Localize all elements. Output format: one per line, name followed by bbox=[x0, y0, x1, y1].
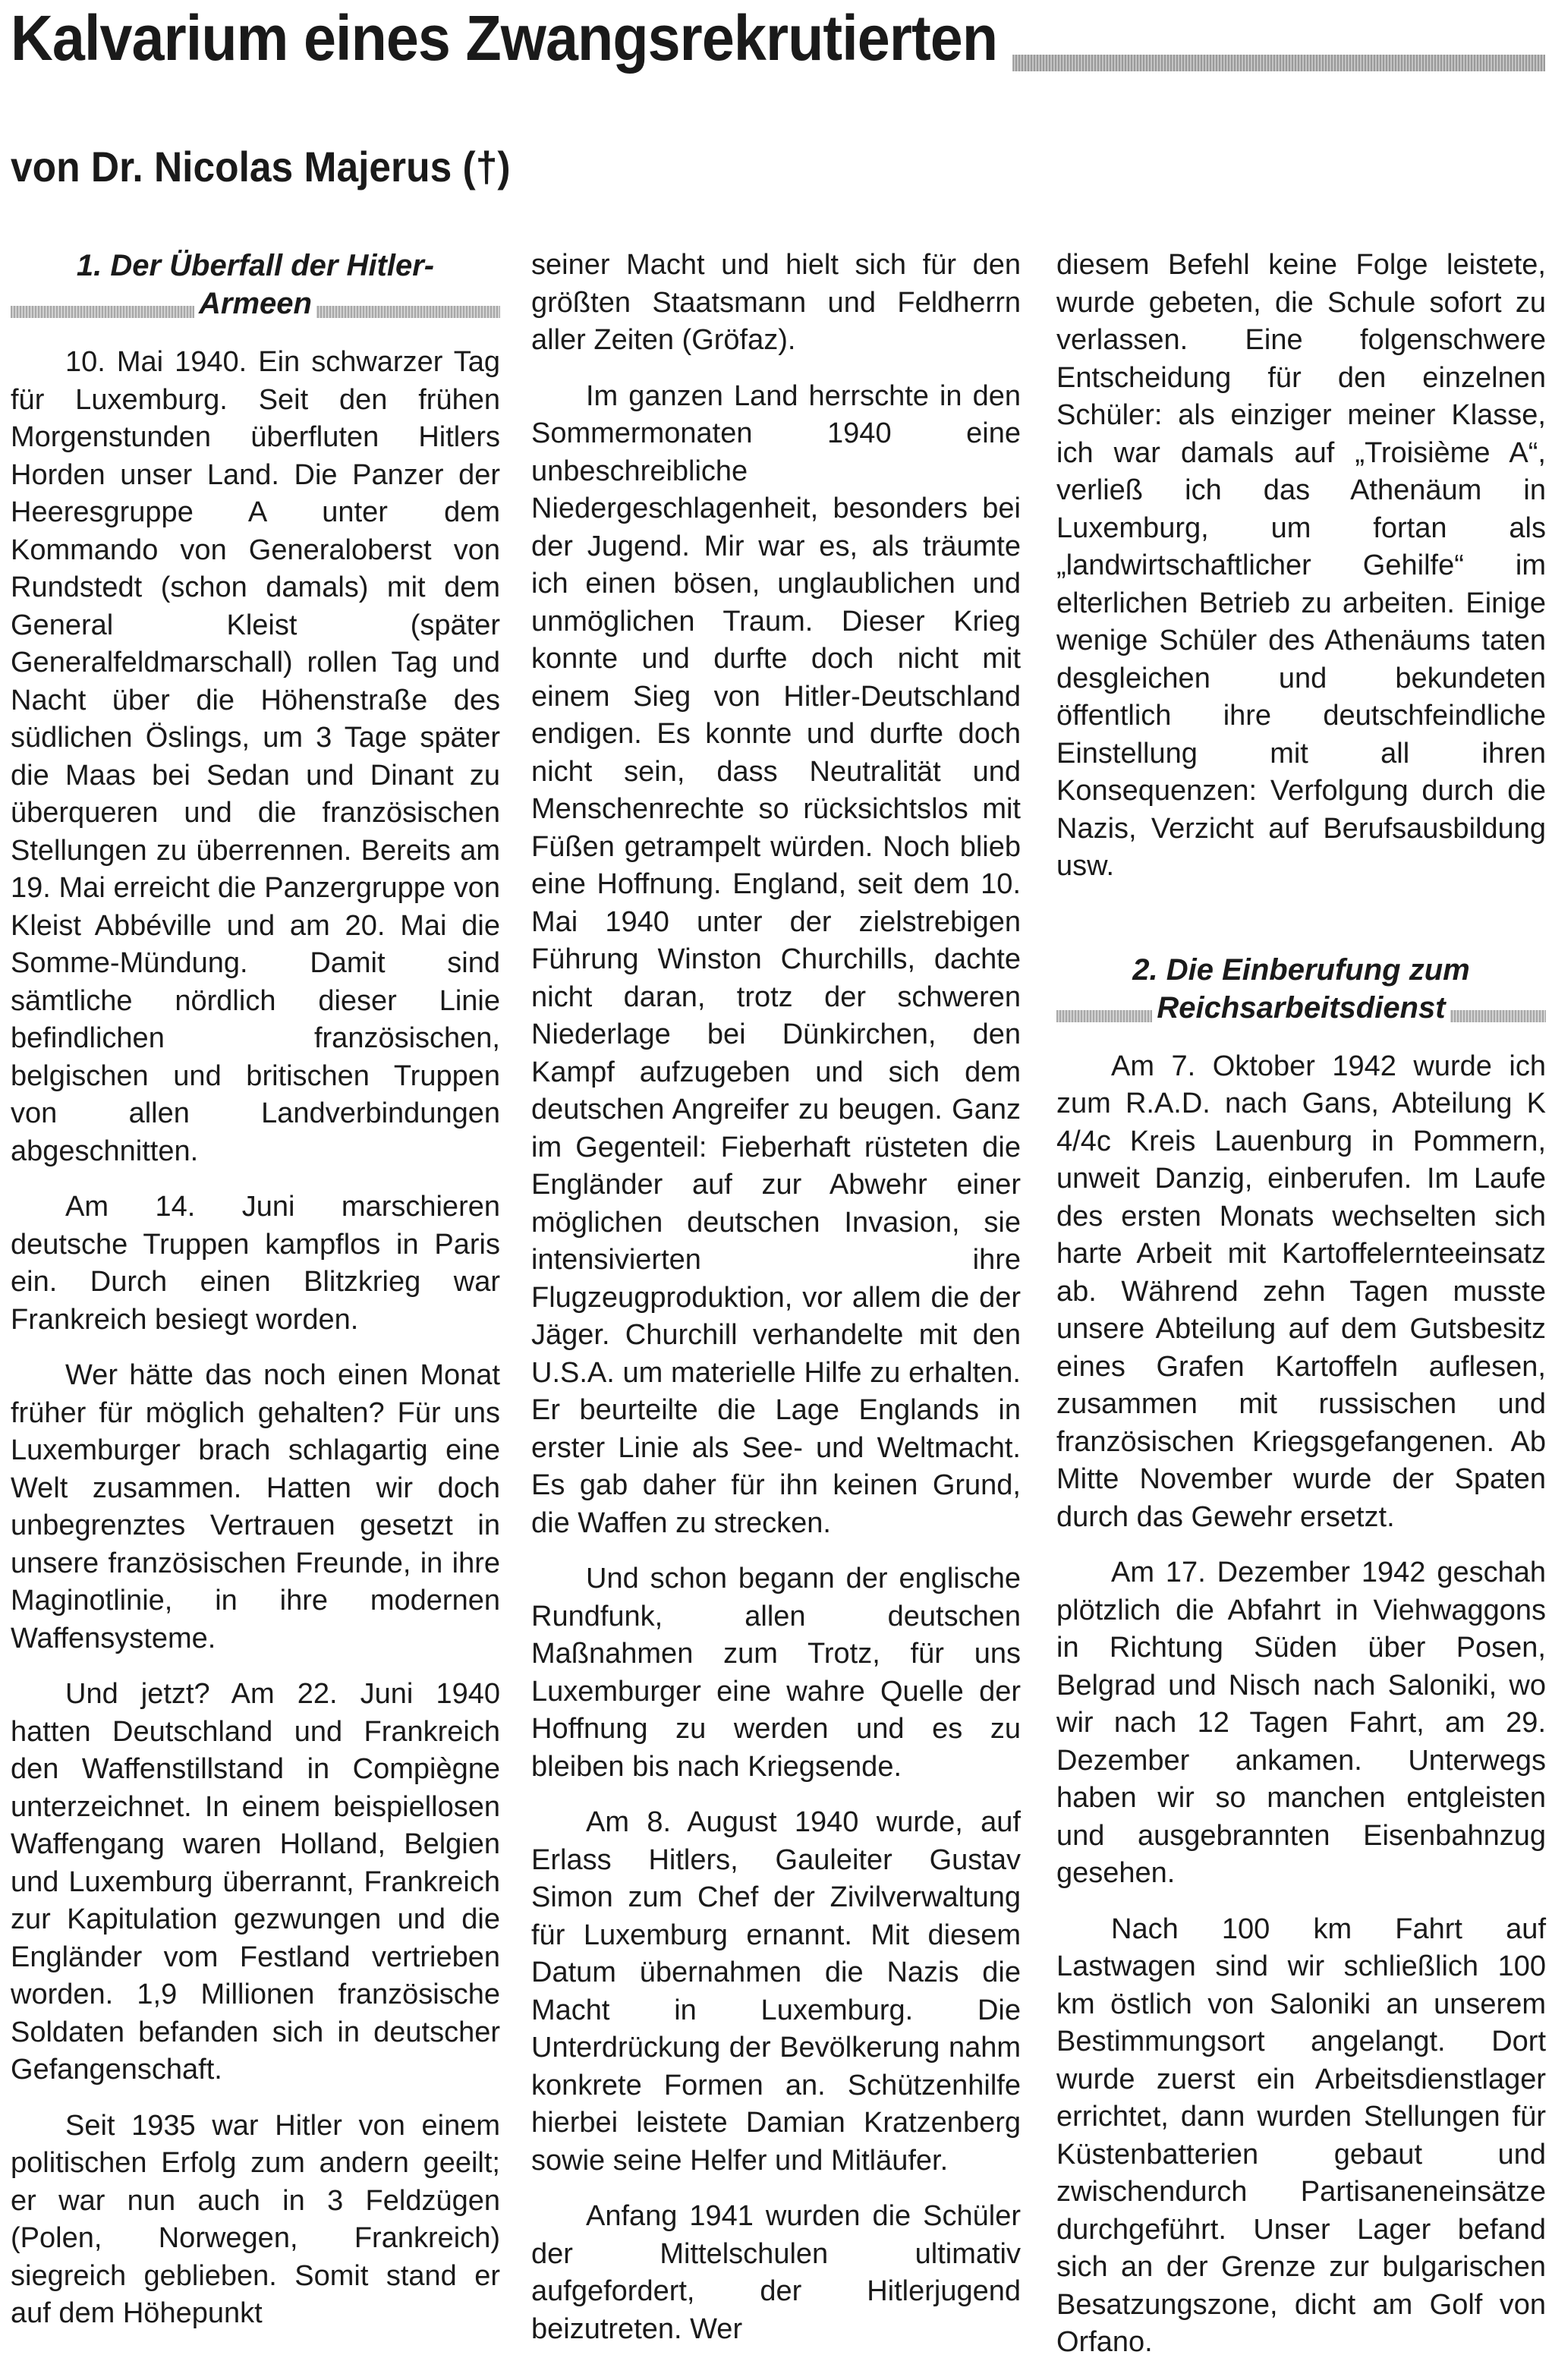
column-3 bbox=[1056, 247, 1546, 2380]
paragraph: Am 8. August 1940 wurde, auf Erlass Hitlers, Gauleiter Gustav Simon zum Chef der Zivilverwaltung für Luxemburg ernannt. Mit diesem Datum übernahmen die Nazis die Macht in Luxemburg. Die Unterdrückung der Bevölkerung nahm konkrete Formen an. Schützenhilfe hierbei leistete Damian Kratzenberg sowie seine Helfer und Mitläufer. bbox=[531, 1806, 1021, 2177]
article-title: Kalvarium eines Zwangsrekrutierten bbox=[11, 3, 1012, 73]
section-2-heading bbox=[1056, 951, 1546, 1027]
section-2-heading-line1: 2. Die Einberufung zum bbox=[1128, 953, 1474, 987]
section-1-heading-line2: Armeen bbox=[194, 287, 316, 320]
paragraph: Und schon begann der englische Rundfunk, allen deutschen Maßnahmen zum Trotz, für uns Luxemburger eine wahre Quelle der Hoffnung zu werden und es zu bleiben bis nach Kriegsende. bbox=[531, 1563, 1021, 1783]
title-bar bbox=[11, 3, 1545, 73]
paragraph: Und jetzt? Am 22. Juni 1940 hatten Deutschland und Frankreich den Waffenstillstand in Compiègne unterzeichnet. In einem beispiellosen Waffengang waren Holland, Belgien und Luxemburg überrannt, Frankreich zur Kapitulation gezwungen und die Engländer vom Festland vertrieben worden. 1,9 Millionen französische Soldaten befanden sich in deutscher Gefangenschaft. bbox=[11, 1678, 500, 2086]
paragraph: Am 7. Oktober 1942 wurde ich zum R.A.D. nach Gans, Abteilung K 4/4c Kreis Lauenburg in Pommern, unweit Danzig, einberufen. Im Laufe des ersten Monats wechselten sich harte Arbeit mit Kartoffelernteeinsatz ab. Während zehn Tagen musste unsere Abteilung auf dem Gutsbesitz eines Grafen Kartoffeln auflesen, zusammen mit russischen und französischen Kriegsgefangenen. Ab Mitte November wurde der Spaten durch das Gewehr ersetzt. bbox=[1056, 1050, 1546, 1533]
paragraph: Im ganzen Land herrschte in den Sommermonaten 1940 eine unbeschreibliche Niedergeschlagenheit, besonders bei der Jugend. Mir war es, als träumte ich einen bösen, unglaublichen und unmöglichen Traum. Dieser Krieg konnte und durfte doch nicht mit einem Sieg von Hitler-Deutschland endigen. Es konnte und durfte doch nicht sein, dass Neutralität und Menschenrechte so rücksichtslos mit Füßen getrampelt würden. Noch blieb eine Hoffnung. England, seit dem 10. Mai 1940 unter der zielstrebigen Führung Winston Churchills, dachte nicht daran, trotz der schweren Niederlage bei Dünkirchen, den Kampf aufzugeben und sich dem deutschen Angreifer zu beugen. Ganz im Gegenteil: Fieberhaft rüsteten die Engländer auf zur Abwehr einer möglichen deutschen Invasion, sie intensivierten ihre Flugzeugproduktion, vor allem die der Jäger. Churchill verhandelte mit den U.S.A. um materielle Hilfe zu erhalten. Er beurteilte die Lage Englands in erster Linie als See- und Weltmacht. Es gab daher für ihn keinen Grund, die Waffen zu strecken. bbox=[531, 379, 1021, 1539]
section-2-heading-line2: Reichsarbeitsdienst bbox=[1152, 991, 1450, 1025]
paragraph-continued: diesem Befehl keine Folge leistete, wurde gebeten, die Schule sofort zu verlassen. Eine folgenschwere Entscheidung für den einzelnen Schüler: als einziger meiner Klasse, ich war damals auf „Troisième A“, verließ ich das Athenäum in Luxemburg, um fortan als „landwirtschaftlicher Gehilfe“ im elterlichen Betrieb zu arbeiten. Einige wenige Schüler des Athenäums taten desgleichen und bekundeten öffentlich ihre deutschfeindliche Einstellung mit all ihren Konsequenzen: Verfolgung durch die Nazis, Verzicht auf Berufsausbildung usw. bbox=[1056, 249, 1546, 882]
paragraph: Nach 100 km Fahrt auf Lastwagen sind wir schließlich 100 km östlich von Saloniki an unserem Bestimmungsort angelangt. Dort wurde zuerst ein Arbeitsdienstlager errichtet, dann wurden Stellungen für Küstenbatterien gebaut und zwischendurch Partisaneneinsätze durchgeführt. Unser Lager befand sich an der Grenze zur bulgarischen Besatzungszone, dicht am Golf von Orfano. bbox=[1056, 1912, 1546, 2358]
column-1 bbox=[11, 247, 500, 2351]
article-byline: von Dr. Nicolas Majerus (†) bbox=[11, 143, 511, 190]
column-2 bbox=[531, 247, 1021, 2366]
paragraph: Anfang 1941 wurden die Schüler der Mittelschulen ultimativ aufgefordert, der Hitlerjugend beizutreten. Wer bbox=[531, 2200, 1021, 2345]
paragraph-continued: seiner Macht und hielt sich für den größten Staatsmann und Feldherrn aller Zeiten (Gröfaz). bbox=[531, 249, 1021, 356]
paragraph: 10. Mai 1940. Ein schwarzer Tag für Luxemburg. Seit den frühen Morgenstunden überfluten Hitlers Horden unser Land. Die Panzer der Heeresgruppe A unter dem Kommando von Generaloberst von Rundstedt (schon damals) mit dem General Kleist (später Generalfeldmarschall) rollen Tag und Nacht über die Höhenstraße des südlichen Öslings, um 3 Tage später die Maas bei Sedan und Dinant zu überqueren und die französischen Stellungen zu überrennen. Bereits am 19. Mai erreicht die Panzergruppe von Kleist Abbéville und am 20. Mai die Somme-Mündung. Damit sind sämtliche nördlich dieser Linie befindlichen französischen, belgischen und britischen Truppen von allen Landverbindungen abgeschnitten. bbox=[11, 346, 500, 1167]
paragraph: Am 14. Juni marschieren deutsche Truppen kampflos in Paris ein. Durch einen Blitzkrieg war Frankreich besiegt worden. bbox=[11, 1191, 500, 1336]
paragraph: Am 17. Dezember 1942 geschah plötzlich die Abfahrt in Viehwaggons in Richtung Süden über Posen, Belgrad und Nisch nach Saloniki, wo wir nach 12 Tagen Fahrt, am 29. Dezember ankamen. Unterwegs haben wir so manchen entgleisten und ausgebrannten Eisenbahnzug gesehen. bbox=[1056, 1557, 1546, 1889]
paragraph: Wer hätte das noch einen Monat früher für möglich gehalten? Für uns Luxemburger brach schlagartig eine Welt zusammen. Hatten wir doch unbegrenztes Vertrauen gesetzt in unsere französischen Freunde, in ihre Maginotlinie, in ihre modernen Waffensysteme. bbox=[11, 1359, 500, 1654]
section-1-heading-line1: 1. Der Überfall der Hitler- bbox=[72, 249, 439, 282]
section-1-heading bbox=[11, 247, 500, 323]
paragraph: Seit 1935 war Hitler von einem politischen Erfolg zum andern geeilt; er war nun auch in 3 Feldzügen (Polen, Norwegen, Frankreich) siegreich geblieben. Somit stand er auf dem Höhepunkt bbox=[11, 2109, 500, 2329]
